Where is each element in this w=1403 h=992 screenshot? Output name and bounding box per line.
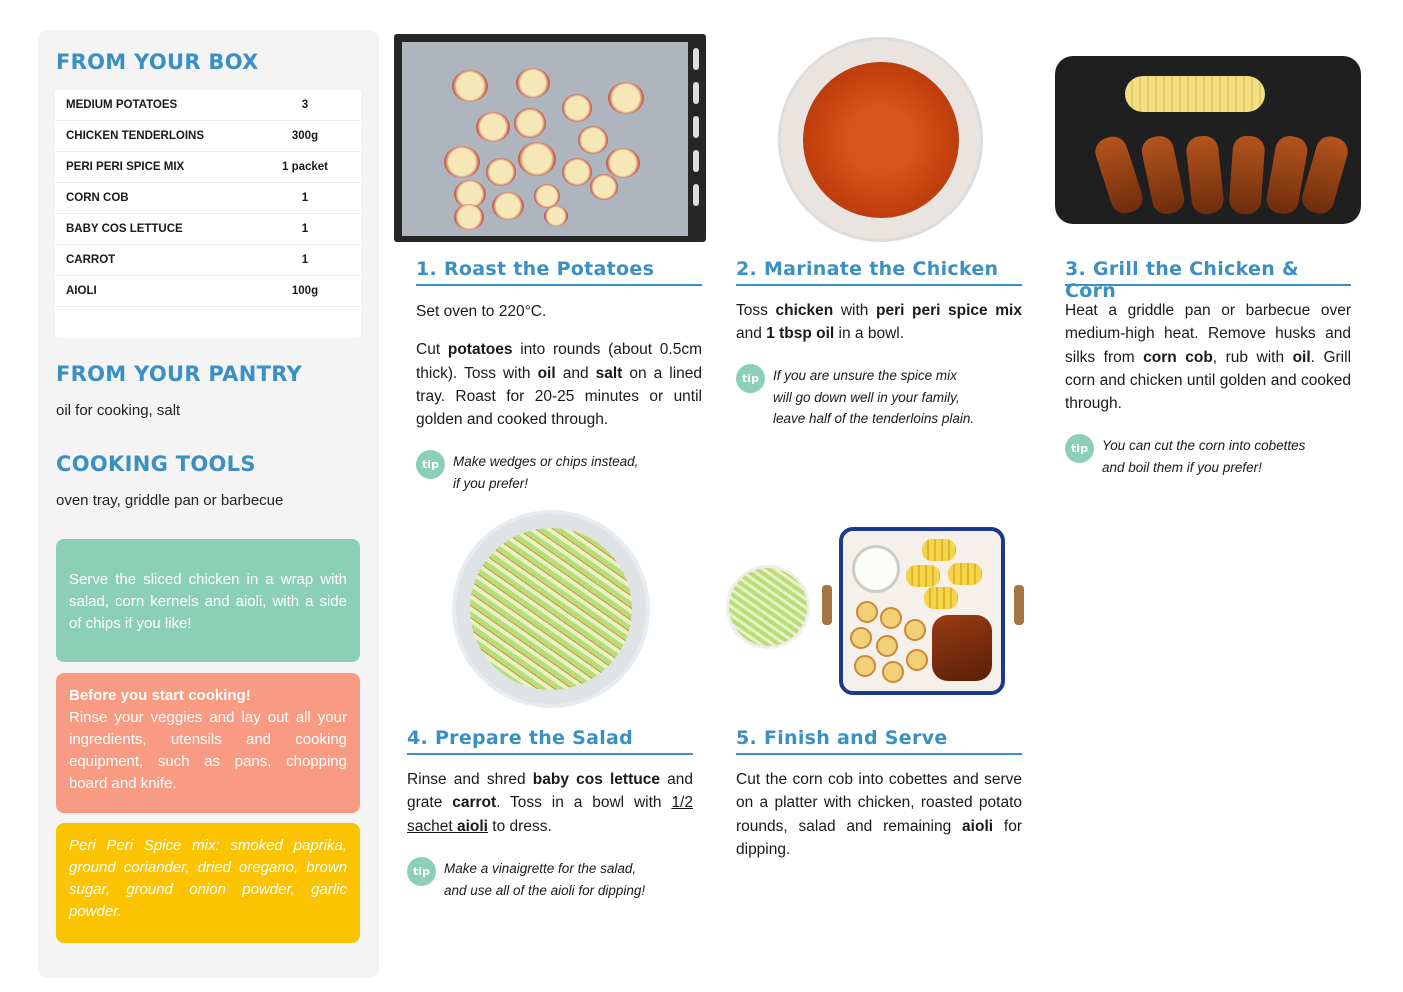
ingredient-corn-cob: corn cob <box>1143 348 1213 366</box>
step-4-tip <box>444 858 645 901</box>
potato-round <box>906 649 928 671</box>
potato-slice <box>562 158 592 186</box>
potato-slice <box>578 126 608 154</box>
step-2-title: 2. Marinate the Chicken <box>736 258 1022 286</box>
tip-badge: tip <box>416 450 445 479</box>
tip-line: and use all of the aioli for dipping! <box>444 882 646 898</box>
step-1-p1: Set oven to 220°C. <box>416 303 547 320</box>
ingredient-qty: 1 packet <box>281 161 329 173</box>
spice-mix-text: Peri Peri Spice mix: smoked paprika, ground coriander, dried oregano, brown sugar, ground onion powder, garlic powder. <box>69 837 347 920</box>
potato-slice <box>518 142 556 176</box>
ingredient-spice-mix: peri peri spice mix <box>875 302 1022 319</box>
ingredient-name: BABY COS LETTUCE <box>66 223 183 235</box>
ingredient-potatoes: potatoes <box>447 341 513 359</box>
step-2-text <box>736 299 1022 361</box>
step-1-title: 1. Roast the Potatoes <box>416 258 702 286</box>
text-run: for dipping. <box>736 817 1022 858</box>
ingredient-qty: 3 <box>301 99 309 111</box>
tip-line: Make a vinaigrette for the salad, <box>444 861 637 876</box>
tip-line: will go down well in your family, <box>773 389 960 405</box>
side-salad-bowl <box>726 565 810 649</box>
corn-cobette <box>924 587 958 609</box>
tip-line: leave half of the tenderloins plain. <box>773 411 975 426</box>
ingredient-oil: oil <box>1292 348 1311 366</box>
before-cooking-title: Before you start cooking! <box>69 687 251 704</box>
step-3-title: 3. Grill the Chicken & Corn <box>1065 258 1351 286</box>
griddle-chicken-corn-photo <box>1055 56 1361 224</box>
table-row <box>55 214 361 245</box>
box-ingredients-table <box>55 90 361 338</box>
corn-cobette <box>922 539 956 561</box>
corn-cobette <box>948 563 982 585</box>
ingredient-salt: salt <box>595 364 623 382</box>
ingredient-qty: 1 <box>301 223 309 235</box>
text-run: and <box>555 364 596 382</box>
step-5-title: 5. Finish and Serve <box>736 727 1022 755</box>
step-1-tip <box>453 451 638 494</box>
potato-round <box>904 619 926 641</box>
box-title: FROM YOUR BOX <box>56 50 259 74</box>
text-run: with <box>833 302 876 319</box>
potato-round <box>854 655 876 677</box>
text-run: . Toss in a bowl with <box>496 794 672 812</box>
before-cooking-note <box>56 673 360 813</box>
tools-title: COOKING TOOLS <box>56 452 256 476</box>
chicken-tender <box>1092 133 1147 217</box>
chicken-tender <box>1139 134 1187 217</box>
potato-slice <box>608 82 644 114</box>
tray-slot <box>693 184 699 206</box>
potatoes-on-tray-photo <box>394 34 706 242</box>
tip-badge: tip <box>736 364 765 393</box>
ingredient-name: CARROT <box>66 254 116 266</box>
potato-slice <box>444 146 480 178</box>
ingredient-qty: 300g <box>291 130 319 142</box>
spice-mix-note <box>56 823 360 943</box>
serve-note-text: Serve the sliced chicken in a wrap with salad, corn kernels and aioli, with a side of chips if you like! <box>69 571 347 632</box>
corn-cob <box>1125 76 1265 112</box>
chicken-tender <box>1185 135 1225 216</box>
step-4-title: 4. Prepare the Salad <box>407 727 693 755</box>
aioli-dip <box>852 545 900 593</box>
ingredient-name: CORN COB <box>66 192 129 204</box>
text-run: , rub with <box>1212 348 1293 366</box>
potato-slice <box>454 204 484 230</box>
tray-slot <box>693 82 699 104</box>
step-4-p1 <box>407 768 693 838</box>
serve-note <box>56 539 360 662</box>
ingredient-chicken: chicken <box>775 302 834 319</box>
step-1-p2 <box>416 338 702 431</box>
grilled-chicken <box>932 615 992 681</box>
tray-slot <box>693 150 699 172</box>
ingredient-name: PERI PERI SPICE MIX <box>66 161 185 173</box>
chicken-tender <box>1228 135 1265 215</box>
ingredient-oil: 1 tbsp oil <box>766 325 835 343</box>
potato-slice <box>514 108 546 138</box>
step-2-tip <box>773 365 974 430</box>
potato-round <box>880 607 902 629</box>
text-run: 1/2 sachet <box>407 794 693 835</box>
ingredient-name: CHICKEN TENDERLOINS <box>66 130 205 142</box>
marinated-chicken-bowl-photo <box>778 37 983 242</box>
potato-slice <box>486 158 516 186</box>
ingredient-aioli: aioli <box>456 817 488 835</box>
text-run: Rinse and shred <box>407 771 533 788</box>
step-5-text <box>736 768 1022 876</box>
table-row <box>55 121 361 152</box>
text-run: Toss <box>736 302 776 319</box>
ingredient-name: AIOLI <box>66 285 97 297</box>
tray-slot <box>693 116 699 138</box>
corn-cobette <box>906 565 940 587</box>
text-run: Cut <box>416 341 448 359</box>
tip-badge: tip <box>1065 434 1094 463</box>
potato-round <box>850 627 872 649</box>
table-row <box>55 90 361 121</box>
potato-slice <box>606 148 640 178</box>
marinated-chicken <box>803 62 959 218</box>
shredded-salad <box>470 528 632 690</box>
tip-line: if you prefer! <box>453 475 529 491</box>
step-3-p1 <box>1065 299 1351 415</box>
table-row <box>55 183 361 214</box>
step-1-text <box>416 300 702 446</box>
ingredient-name: MEDIUM POTATOES <box>66 99 178 111</box>
serving-platter-photo <box>726 515 1028 700</box>
ingredients-sidebar <box>38 30 379 978</box>
potato-slice <box>562 94 592 122</box>
pantry-title: FROM YOUR PANTRY <box>56 362 303 386</box>
step-4-text <box>407 768 693 853</box>
potato-round <box>856 601 878 623</box>
text-run: Cut the corn cob into cobettes and serve on a platter with chicken, roasted potato rounds, salad and remaining <box>736 771 1022 835</box>
text-run: and <box>736 325 767 343</box>
ingredient-aioli: aioli <box>962 817 994 835</box>
step-3-tip <box>1102 435 1305 478</box>
text-run: in a bowl. <box>834 325 905 343</box>
step-5-p1 <box>736 768 1022 861</box>
potato-slice <box>476 112 510 142</box>
tray-handle <box>1014 585 1024 625</box>
text-run: . Grill corn and chicken until golden and cooked through. <box>1065 348 1352 413</box>
step-3-text <box>1065 299 1351 430</box>
potato-slice <box>534 184 560 208</box>
tip-line: and boil them if you prefer! <box>1102 459 1262 475</box>
potato-round <box>882 661 904 683</box>
ingredient-carrot: carrot <box>452 794 497 812</box>
potato-round <box>876 635 898 657</box>
text-run: and grate <box>407 771 693 812</box>
tip-badge: tip <box>407 857 436 886</box>
potato-slice <box>590 174 618 200</box>
tray-slot <box>693 48 699 70</box>
potato-slice <box>516 68 550 98</box>
text-run: Heat a griddle pan or barbecue over medium-high heat. Remove husks and silks from <box>1065 302 1351 366</box>
pantry-text: oil for cooking, salt <box>56 402 181 419</box>
table-row <box>55 276 361 307</box>
text-run: into rounds (about 0.5cm thick). Toss with <box>416 341 702 382</box>
ingredient-qty: 1 <box>301 192 309 204</box>
tray-handle <box>822 585 832 625</box>
tools-text: oven tray, griddle pan or barbecue <box>56 492 284 509</box>
text-run: to dress. <box>488 817 552 835</box>
table-row <box>55 152 361 183</box>
step-2-p1 <box>736 299 1022 346</box>
tip-line: Make wedges or chips instead, <box>453 454 639 469</box>
potato-slice <box>544 206 568 226</box>
ingredient-lettuce: baby cos lettuce <box>532 771 660 788</box>
ingredient-qty: 1 <box>301 254 309 266</box>
before-cooking-text: Rinse your veggies and lay out all your ingredients, utensils and cooking equipment, such as pans, chopping board and knife. <box>69 709 347 792</box>
ingredient-oil: oil <box>537 364 556 382</box>
potato-slice <box>492 192 524 220</box>
salad-bowl-photo <box>452 510 650 708</box>
ingredient-qty: 100g <box>291 285 319 297</box>
tip-line: If you are unsure the spice mix <box>773 368 957 383</box>
table-row <box>55 245 361 276</box>
potato-slice <box>452 70 488 102</box>
text-run: on a lined tray. Roast for 20-25 minutes or until golden and cooked through. <box>416 364 702 429</box>
tip-line: You can cut the corn into cobettes <box>1102 438 1306 453</box>
